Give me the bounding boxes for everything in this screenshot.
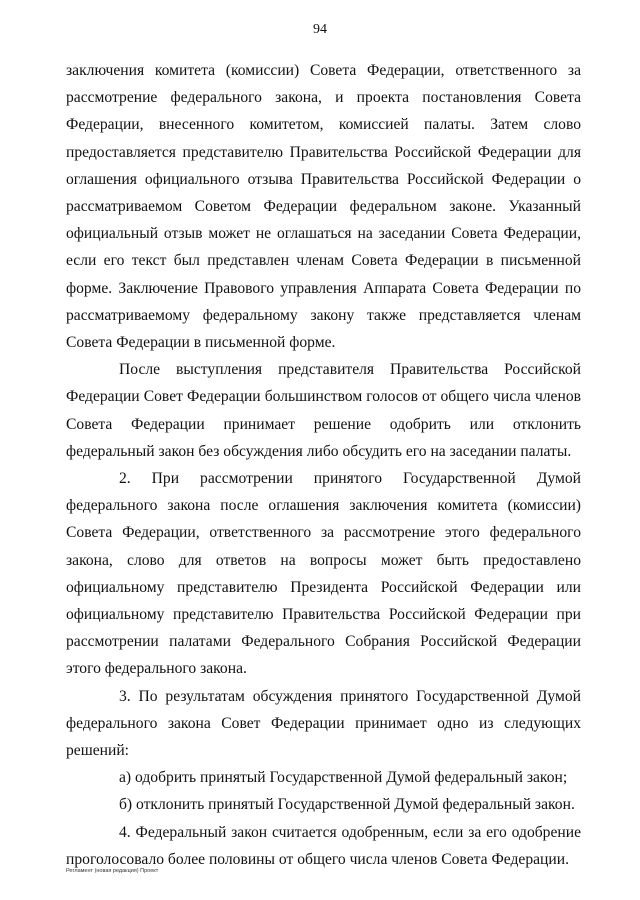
page-number: 94 [313,22,327,37]
paragraph-item-4: 4. Федеральный закон считается одобренным, если за его одобрение проголосовало более половины от общего числа членов Совета Федерации. [66,823,581,868]
paragraph-continuation: заключения комитета (комиссии) Совета Федерации, ответственного за рассмотрение федерального закона, и проекта постановления Совета Федерации, внесенного комитетом, комиссией палаты. Затем слово предоставляется представителю Правительства Российской Федерации для оглашения официального отзыва Правительства Российской Федерации о рассматриваемом Советом Федерации федеральном законе. Указанный официальный отзыв может не оглашаться на заседании Совета Федерации, если его текст был представлен членам Совета Федерации в письменной форме. Заключение Правового управления Аппарата Совета Федерации по рассматриваемому федеральному закону также представляется членам Совета Федерации в письменной форме. [66,62,581,352]
option-approve: а) одобрить принятый Государственной Думой федеральный закон; [119,769,568,787]
document-body [66,57,581,873]
footer-note: Регламент (новая редакция) Проект [66,868,159,874]
paragraph-item-3: 3. По результатам обсуждения принятого Государственной Думой федерального закона Совет Федерации принимает одно из следующих решений: [66,687,581,760]
option-reject: б) отклонить принятый Государственной Думой федеральный закон. [119,796,575,814]
paragraph-after-speech: После выступления представителя Правительства Российской Федерации Совет Федерации большинством голосов от общего числа членов Совета Федерации принимает решение одобрить или отклонить федеральный закон без обсуждения либо обсудить его на заседании палаты. [66,361,581,460]
paragraph-item-2: 2. При рассмотрении принятого Государственной Думой федерального закона после оглашения заключения комитета (комиссии) Совета Федерации, ответственного за рассмотрение этого федерального закона, слово для ответов на вопросы может быть предоставлено официальному представителю Президента Российской Федерации или официальному представителю Правительства Российской Федерации при рассмотрении палатами Федерального Собрания Российской Федерации этого федерального закона. [66,470,581,678]
